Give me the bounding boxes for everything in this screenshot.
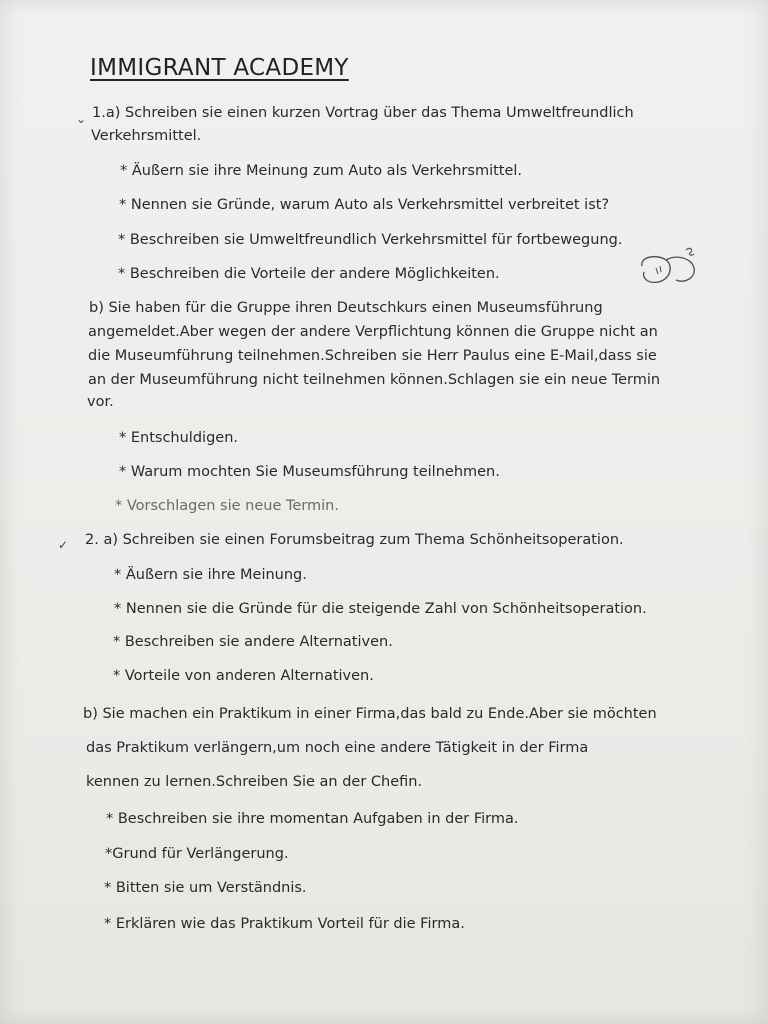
task-1b-bullet-3: * Vorschlagen sie neue Termin.: [115, 498, 339, 514]
check-mark-icon: ✓: [58, 538, 69, 552]
task-2b-bullet-1: * Beschreiben sie ihre momentan Aufgaben in der Firma.: [106, 811, 519, 827]
task-1a-line-2: Verkehrsmittel.: [91, 128, 202, 144]
task-1b-line-5: vor.: [87, 394, 114, 410]
task-1b-bullet-2: * Warum mochten Sie Museumsführung teilnehmen.: [119, 464, 500, 480]
handwritten-scribble-icon: [636, 244, 702, 288]
task-2b-bullet-2: *Grund für Verlängerung.: [105, 846, 289, 862]
task-1b-bullet-1: * Entschuldigen.: [119, 430, 238, 446]
task-2b-line-2: das Praktikum verlängern,um noch eine andere Tätigkeit in der Firma: [86, 740, 589, 756]
task-1b-line-1: b) Sie haben für die Gruppe ihren Deutschkurs einen Museumsführung: [89, 300, 603, 316]
task-1b-line-3: die Museumführung teilnehmen.Schreiben sie Herr Paulus eine E-Mail,dass sie: [88, 348, 657, 364]
task-2a-bullet-4: * Vorteile von anderen Alternativen.: [113, 668, 374, 684]
task-1b-line-4: an der Museumführung nicht teilnehmen können.Schlagen sie ein neue Termin: [88, 372, 661, 388]
page-title: IMMIGRANT ACADEMY: [90, 55, 349, 81]
task-1a-bullet-4: * Beschreiben die Vorteile der andere Möglichkeiten.: [118, 266, 500, 282]
task-1a-bullet-3: * Beschreiben sie Umweltfreundlich Verkehrsmittel für fortbewegung.: [118, 232, 623, 248]
task-2a-line-1: 2. a) Schreiben sie einen Forumsbeitrag zum Thema Schönheitsoperation.: [85, 532, 624, 548]
task-2b-line-3: kennen zu lernen.Schreiben Sie an der Chefin.: [86, 774, 423, 790]
task-1b-line-2: angemeldet.Aber wegen der andere Verpflichtung können die Gruppe nicht an: [88, 324, 658, 340]
task-1a-line-1: 1.a) Schreiben sie einen kurzen Vortrag über das Thema Umweltfreundlich: [92, 105, 634, 121]
task-1a-bullet-1: * Äußern sie ihre Meinung zum Auto als Verkehrsmittel.: [120, 163, 523, 179]
task-2b-line-1: b) Sie machen ein Praktikum in einer Firma,das bald zu Ende.Aber sie möchten: [83, 706, 657, 722]
check-mark-icon: ⌄: [76, 112, 87, 126]
task-2b-bullet-3: * Bitten sie um Verständnis.: [104, 880, 307, 896]
task-2a-bullet-2: * Nennen sie die Gründe für die steigende Zahl von Schönheitsoperation.: [114, 601, 647, 617]
task-1a-bullet-2: * Nennen sie Gründe, warum Auto als Verkehrsmittel verbreitet ist?: [119, 197, 610, 213]
task-2a-bullet-3: * Beschreiben sie andere Alternativen.: [113, 634, 393, 650]
task-2a-bullet-1: * Äußern sie ihre Meinung.: [114, 567, 307, 583]
task-2b-bullet-4: * Erklären wie das Praktikum Vorteil für die Firma.: [104, 916, 465, 932]
